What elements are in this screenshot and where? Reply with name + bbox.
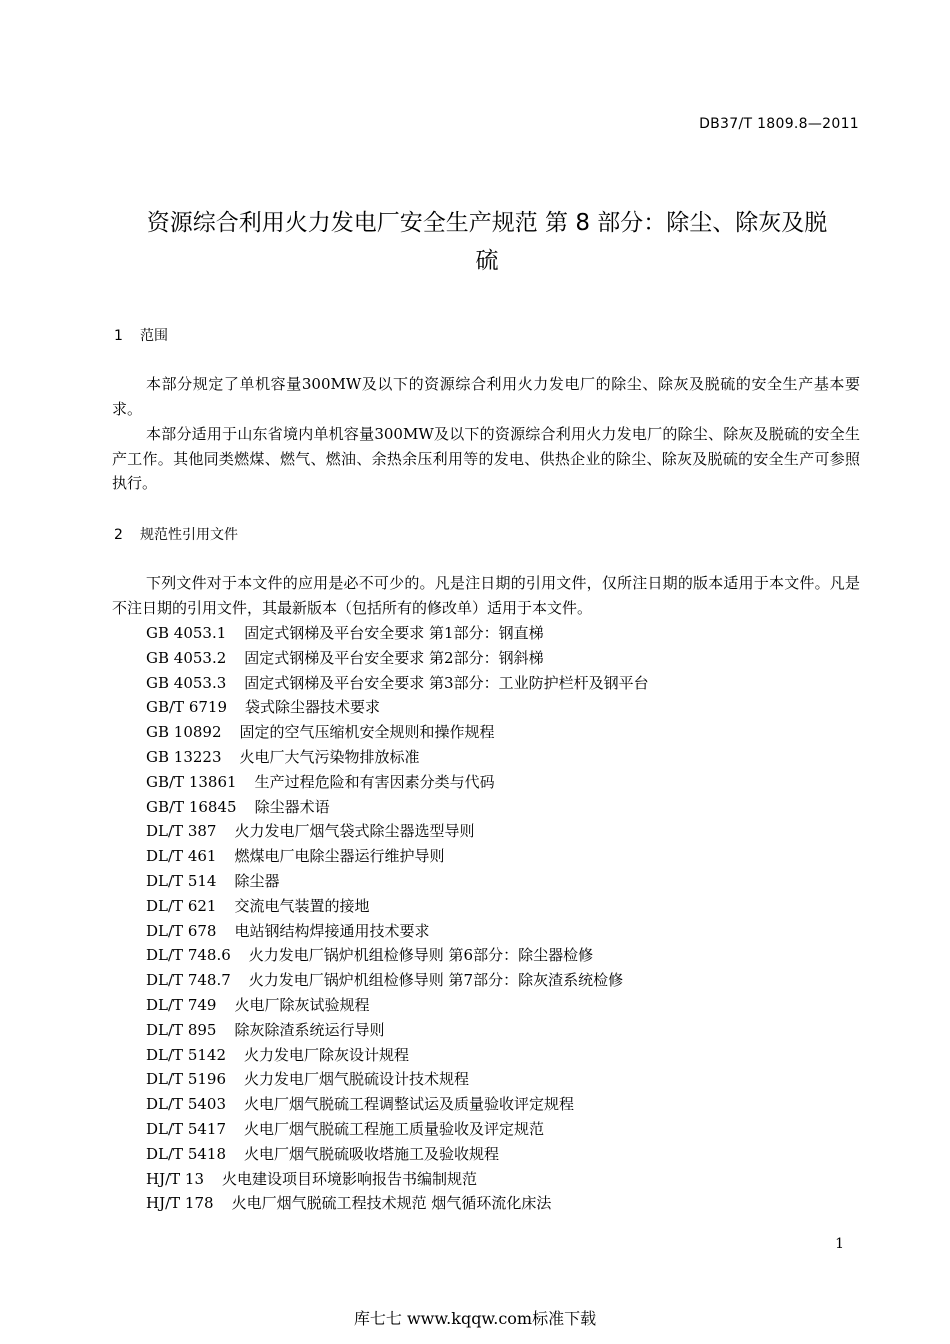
reference-code: HJ/T 13 (146, 1169, 205, 1188)
section-1-number: 1 (114, 328, 123, 344)
reference-code: DL/T 387 (146, 822, 217, 841)
reference-title: 交流电气装置的接地 (234, 896, 370, 915)
reference-item (146, 621, 649, 646)
reference-title: 除尘器术语 (254, 797, 330, 816)
reference-item (146, 1167, 649, 1192)
reference-title: 固定式钢梯及平台安全要求 第3部分：工业防护栏杆及钢平台 (244, 673, 649, 692)
reference-code: DL/T 5418 (146, 1144, 226, 1163)
standard-code: DB37/T 1809.8—2011 (699, 116, 859, 132)
reference-title: 燃煤电厂电除尘器运行维护导则 (234, 847, 445, 866)
reference-title: 火电厂烟气脱硫工程调整试运及质量验收评定规程 (244, 1095, 575, 1114)
section-2-heading (114, 524, 238, 544)
reference-title: 火电厂除灰试验规程 (234, 995, 370, 1014)
reference-item (146, 1117, 649, 1142)
reference-title: 除尘器 (234, 871, 280, 890)
reference-code: DL/T 749 (146, 995, 217, 1014)
reference-list (146, 621, 649, 1216)
reference-item (146, 919, 649, 944)
reference-item (146, 844, 649, 869)
reference-code: GB/T 6719 (146, 698, 228, 717)
reference-code: GB 4053.3 (146, 673, 227, 692)
reference-title: 固定式钢梯及平台安全要求 第1部分：钢直梯 (244, 624, 544, 642)
reference-item (146, 1191, 649, 1216)
reference-item (146, 671, 649, 696)
reference-code: DL/T 748.7 (146, 971, 231, 990)
section-1-title: 范围 (140, 328, 168, 344)
reference-code: GB 10892 (146, 723, 222, 742)
reference-code: DL/T 514 (146, 871, 217, 890)
reference-title: 固定的空气压缩机安全规则和操作规程 (239, 723, 495, 742)
reference-item (146, 993, 649, 1018)
reference-item (146, 1067, 649, 1092)
section-1-heading (114, 325, 168, 345)
reference-title: 电站钢结构焊接通用技术要求 (234, 921, 430, 940)
reference-item (146, 770, 649, 795)
reference-code: HJ/T 178 (146, 1194, 214, 1213)
reference-item (146, 1142, 649, 1167)
watermark: 库七七 www.kqqw.com标准下载 (353, 1309, 597, 1328)
reference-code: DL/T 621 (146, 896, 217, 915)
reference-title: 火电厂烟气脱硫工程技术规范 烟气循环流化床法 (231, 1194, 552, 1213)
reference-code: GB 4053.1 (146, 624, 227, 642)
reference-title: 火电厂烟气脱硫工程施工质量验收及评定规范 (244, 1119, 545, 1138)
reference-code: DL/T 5417 (146, 1119, 226, 1138)
reference-item (146, 646, 649, 671)
reference-item (146, 1043, 649, 1068)
reference-code: DL/T 5403 (146, 1095, 226, 1114)
reference-item (146, 795, 649, 820)
reference-item (146, 819, 649, 844)
reference-title: 火电厂大气污染物排放标准 (239, 747, 420, 766)
reference-item (146, 1018, 649, 1043)
page-number: 1 (835, 1236, 844, 1252)
reference-code: DL/T 678 (146, 921, 217, 940)
reference-item (146, 745, 649, 770)
reference-title: 火电建设项目环境影响报告书编制规范 (222, 1169, 478, 1188)
reference-title: 火电厂烟气脱硫吸收塔施工及验收规程 (244, 1144, 500, 1163)
section-1-paragraph: 本部分规定了单机容量300MW及以下的资源综合利用火力发电厂的除尘、除灰及脱硫的安全生产基本要求。 (112, 375, 860, 418)
reference-code: DL/T 461 (146, 847, 217, 866)
reference-code: GB/T 13861 (146, 772, 237, 791)
title-line-2: 硫 (475, 248, 499, 274)
reference-code: DL/T 5142 (146, 1045, 226, 1064)
reference-title: 固定式钢梯及平台安全要求 第2部分：钢斜梯 (244, 648, 544, 667)
reference-item (146, 695, 649, 720)
section-2-number: 2 (114, 527, 123, 543)
section-2-intro: 下列文件对于本文件的应用是必不可少的。凡是注日期的引用文件，仅所注日期的版本适用于本文件。凡是不注日期的引用文件，其最新版本（包括所有的修改单）适用于本文件。 (112, 574, 860, 617)
reference-code: GB 4053.2 (146, 648, 227, 667)
reference-title: 生产过程危险和有害因素分类与代码 (254, 772, 495, 791)
reference-title: 除灰除渣系统运行导则 (234, 1020, 385, 1039)
reference-title: 袋式除尘器技术要求 (245, 698, 381, 717)
reference-item (146, 894, 649, 919)
reference-item (146, 1092, 649, 1117)
reference-item (146, 968, 649, 993)
reference-code: DL/T 748.6 (146, 946, 231, 965)
reference-code: GB/T 16845 (146, 797, 237, 816)
section-2-title: 规范性引用文件 (140, 527, 238, 543)
reference-item (146, 943, 649, 968)
reference-code: DL/T 5196 (146, 1070, 226, 1089)
reference-code: DL/T 895 (146, 1020, 217, 1039)
reference-title: 火力发电厂除灰设计规程 (244, 1045, 410, 1064)
document-title (112, 204, 862, 280)
reference-title: 火力发电厂锅炉机组检修导则 第7部分：除灰渣系统检修 (248, 971, 624, 990)
reference-code: GB 13223 (146, 747, 222, 766)
reference-title: 火力发电厂烟气脱硫设计技术规程 (244, 1070, 470, 1089)
reference-title: 火力发电厂锅炉机组检修导则 第6部分：除尘器检修 (248, 946, 594, 965)
section-1-paragraph: 本部分适用于山东省境内单机容量300MW及以下的资源综合利用火力发电厂的除尘、除灰及脱硫的安全生产工作。其他同类燃煤、燃气、燃油、余热余压利用等的发电、供热企业的除尘、除灰及脱硫的安全生产可参照执行。 (112, 425, 860, 492)
reference-item (146, 869, 649, 894)
reference-item (146, 720, 649, 745)
title-line-1: 资源综合利用火力发电厂安全生产规范 第 8 部分：除尘、除灰及脱 (146, 210, 828, 236)
reference-title: 火力发电厂烟气袋式除尘器选型导则 (234, 822, 475, 841)
